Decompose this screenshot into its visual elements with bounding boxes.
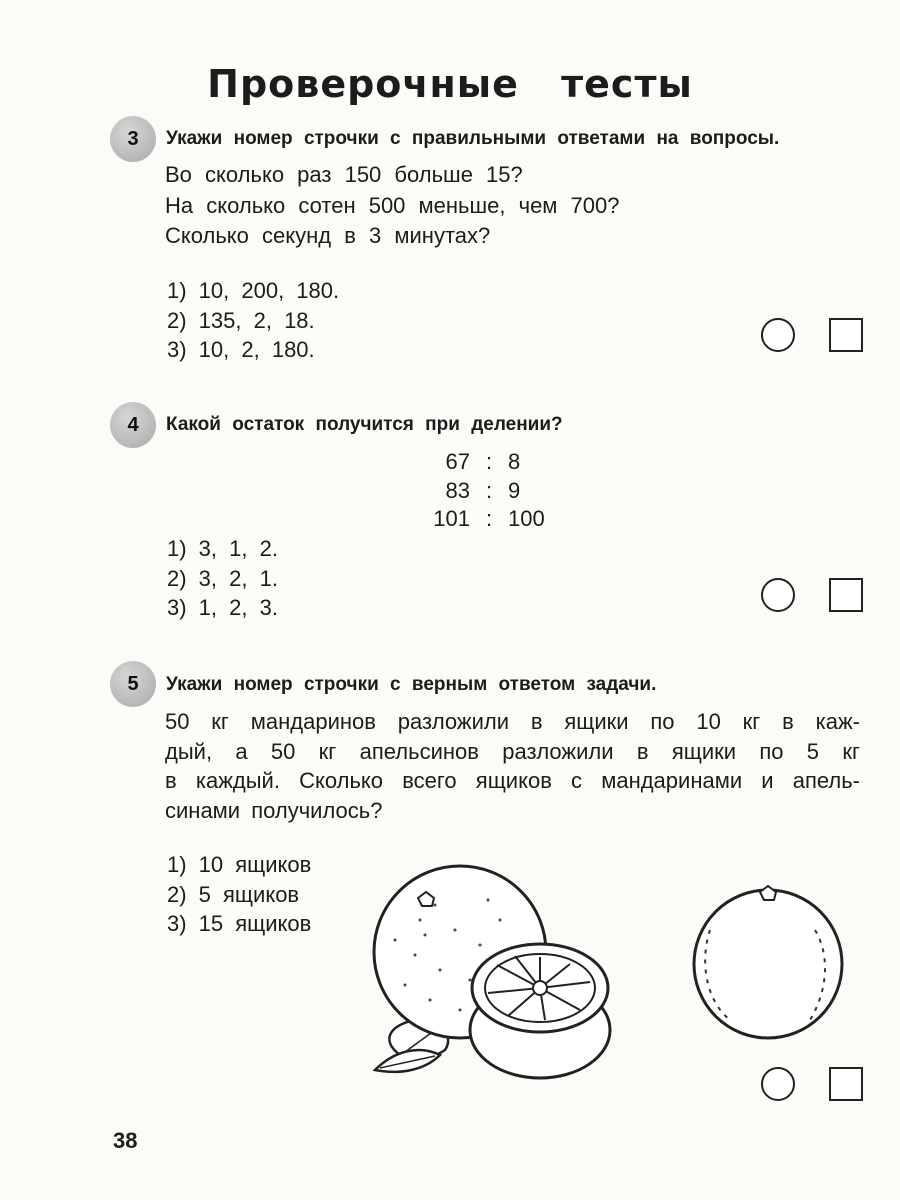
oranges-illustration-icon xyxy=(360,860,870,1090)
answer-option: 1) 10 ящиков xyxy=(167,852,312,877)
division-row: 67 : 8 xyxy=(445,449,521,474)
answer-option: 1) 3, 1, 2. xyxy=(167,536,278,561)
answer-options xyxy=(167,276,339,365)
answer-option: 3) 1, 2, 3. xyxy=(167,595,278,620)
answer-option: 3) 15 ящиков xyxy=(167,911,312,936)
task-question: Укажи номер строчки с правильными ответами на вопросы. xyxy=(166,128,780,149)
answer-option: 1) 10, 200, 180. xyxy=(167,278,340,303)
task-paragraph xyxy=(165,707,860,825)
division-row: 101 : 100 xyxy=(433,506,545,531)
circle-answer-box[interactable] xyxy=(761,578,795,612)
question-line: Во сколько раз 150 больше 15? xyxy=(165,162,523,187)
page-title: Проверочные тесты xyxy=(207,62,693,106)
answer-option: 2) 3, 2, 1. xyxy=(167,565,278,591)
circle-answer-box[interactable] xyxy=(761,318,795,352)
paragraph-line: в каждый. Сколько всего ящиков с мандаринами и апель- xyxy=(165,768,860,793)
task-number-badge: 4 xyxy=(110,402,156,448)
answer-options xyxy=(167,850,311,939)
task-body xyxy=(165,160,619,252)
answer-option: 2) 135, 2, 18. xyxy=(167,307,315,333)
square-answer-box[interactable] xyxy=(829,318,863,352)
question-line: На сколько сотен 500 меньше, чем 700? xyxy=(165,192,620,218)
answer-option: 2) 5 ящиков xyxy=(167,881,300,907)
circle-answer-box[interactable] xyxy=(761,1067,795,1101)
task-number-badge: 5 xyxy=(110,661,156,707)
division-row: 83 : 9 xyxy=(445,477,521,503)
square-answer-box[interactable] xyxy=(829,578,863,612)
question-line: Сколько секунд в 3 минутах? xyxy=(165,223,491,248)
square-answer-box[interactable] xyxy=(829,1067,863,1101)
task-number-badge: 3 xyxy=(110,116,156,162)
paragraph-line: синами получилось? xyxy=(165,797,383,823)
paragraph-line: 50 кг мандаринов разложили в ящики по 10 кг в каж- xyxy=(165,709,860,734)
paragraph-line: дый, а 50 кг апельсинов разложили в ящики по 5 кг xyxy=(165,738,860,764)
page-number: 38 xyxy=(113,1128,138,1153)
task-question: Какой остаток получится при делении? xyxy=(166,414,563,435)
answer-option: 3) 10, 2, 180. xyxy=(167,337,315,362)
task-question: Укажи номер строчки с верным ответом задачи. xyxy=(166,674,657,695)
answer-options xyxy=(167,534,278,623)
division-examples xyxy=(400,448,570,534)
